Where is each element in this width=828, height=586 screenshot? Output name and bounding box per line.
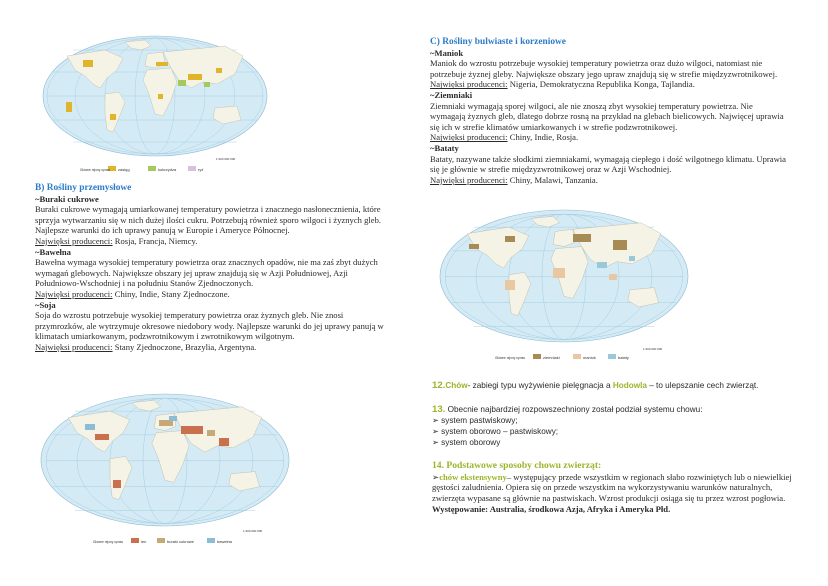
legend-label: zasięg — [118, 167, 130, 172]
list-item: ➢ system oborowo – pastwiskowy; — [432, 427, 559, 436]
livestock-section — [432, 380, 797, 515]
crop-item-sugar-beet — [35, 194, 390, 247]
section-13: 13. Obecnie najbardziej rozpowszechniony został podział systemu chowu: — [432, 404, 703, 415]
crop-text: Buraki cukrowe wymagają umiarkowanej temperatury powietrza i znacznego nasłonecznienia, które sprzyja wytwarzaniu się w nich dużej ilości cukru. Potrzebują również sporo wilgoci i żyznych gleb. Najlepsze warunki do ich uprawy panują w Europie i Ameryce Północnej. — [35, 204, 382, 236]
legend-title: Główne rejony upraw — [80, 168, 110, 172]
legend-label: bataty — [618, 355, 629, 360]
crop-map-right — [433, 206, 696, 369]
crop-text: Bawełna wymaga wysokiej temperatury powietrza oraz znacznych opadów, nie ma zaś zbyt dużych wymagań glebowych. Największe obszary jej upraw znajdują się w Azji Południowej, Azji Południowo-Wschodniej i na południu Stanów Zjednoczonych. — [35, 257, 378, 289]
occurrence-line: Występowanie: Australia, środkowa Azja, Afryka i Ameryka Płd. — [432, 503, 671, 514]
legend-title: Główne rejony upraw — [495, 356, 525, 360]
crop-text: Ziemniaki wymagają sporej wilgoci, ale nie znoszą zbyt wysokiej temperatury powietrza. Nie wymagają żyznych gleb, dlatego dobrze rosną na przykład na glebach bielicowych. Najwięcej uprawia się ich w strefie klimatów umiarkowanych i w strefie podzwrotnikowej. — [430, 100, 784, 132]
crop-item-sweet-potato — [430, 143, 790, 185]
producers-line: Najwięksi producenci: Rosja, Francja, Niemcy. — [35, 235, 198, 246]
section-14-text: ➢chów ekstensywny– występujący przede wszystkim w regionach słabo rozwiniętych lub o niewielkiej gęstości zaludnienia. Opiera się on przede wszystkim na wykorzystywaniu warunków naturalnych, zwierzęta wypasane są głównie na pastwiskach. Wzrost produkcji osiąga się tu przez wzrost pogłowia. — [432, 471, 792, 504]
crop-item-potato — [430, 90, 790, 143]
crop-item-cassava — [430, 48, 790, 90]
map-scale: 1:300 000 000 — [243, 529, 263, 533]
crop-title: ~Bawełna — [35, 246, 71, 257]
legend-label: maniok — [583, 355, 596, 360]
list-item: ➢ system oborowy — [432, 438, 501, 447]
tuber-crops-section — [430, 37, 790, 185]
legend-label: kukurydza — [158, 167, 177, 172]
legend-label: len — [141, 539, 147, 544]
legend-label: ziemniaki — [543, 355, 560, 360]
producers-line: Najwięksi producenci: Chiny, Indie, Stany Zjednoczone. — [35, 288, 230, 299]
producers-line: Najwięksi producenci: Stany Zjednoczone, Brazylia, Argentyna. — [35, 341, 257, 352]
section-heading: B) Rośliny przemysłowe — [35, 183, 132, 193]
producers-line: Najwięksi producenci: Chiny, Indie, Rosja. — [430, 132, 579, 143]
section-12: 12.Chów- zabiegi typu wyżywienie pielęgnacja a Hodowla – to ulepszanie cech zwierząt. — [432, 380, 759, 391]
crop-text: Bataty, nazywane także słodkimi ziemniakami, wymagają ciepłego i dość wilgotnego klimatu. Uprawia się je głównie w strefie międzyzwrotnikowej oraz w Azji Wschodniej. — [430, 153, 786, 175]
list-item: ➢ system pastwiskowy; — [432, 416, 518, 425]
crop-map-bottom-left — [35, 390, 295, 550]
section-heading: C) Rośliny bulwiaste i korzeniowe — [430, 37, 566, 47]
map-scale: 1:300 000 000 — [216, 157, 236, 161]
map-scale: 1:300 000 000 — [643, 347, 663, 351]
crop-title: ~Buraki cukrowe — [35, 193, 99, 204]
legend-label: bawełna — [217, 539, 232, 544]
legend-label: ryż — [198, 167, 204, 172]
producers-line: Najwięksi producenci: Nigeria, Demokratyczna Republika Konga, Tajlandia. — [430, 79, 695, 90]
crop-title: ~Ziemniaki — [430, 89, 473, 100]
crop-map-top-left — [38, 32, 273, 184]
crop-title: ~Soja — [35, 299, 56, 310]
crop-title: ~Bataty — [430, 142, 459, 153]
crop-text: Soja do wzrostu potrzebuje wysokiej temperatury powietrza oraz żyznych gleb. Nie znosi przymrozków, ale wytrzymuje okresowe niedobory wody. Najlepsze warunki do jej uprawy panują w klimatach umiarkowanym, podzwrotnikowym i zwrotnikowym wilgotnym. — [35, 310, 384, 342]
crop-title: ~Maniok — [430, 47, 464, 58]
industrial-crops-section — [35, 183, 390, 353]
section-14-heading: 14. Podstawowe sposoby chowu zwierząt: — [432, 460, 602, 471]
legend-label: buraki cukrowe — [167, 539, 194, 544]
legend-title: Główne rejony upraw — [93, 540, 123, 544]
crop-item-soy — [35, 300, 390, 353]
crop-text: Maniok do wzrostu potrzebuje wysokiej temperatury powietrza oraz dużo wilgoci, natomiast nie potrzebuje żyznej gleby. Największe obszary jego upraw znajdują się w strefie międzyzwrotnikowej. — [430, 58, 778, 79]
crop-item-cotton — [35, 247, 390, 300]
producers-line: Najwięksi producenci: Chiny, Malawi, Tanzania. — [430, 174, 598, 185]
